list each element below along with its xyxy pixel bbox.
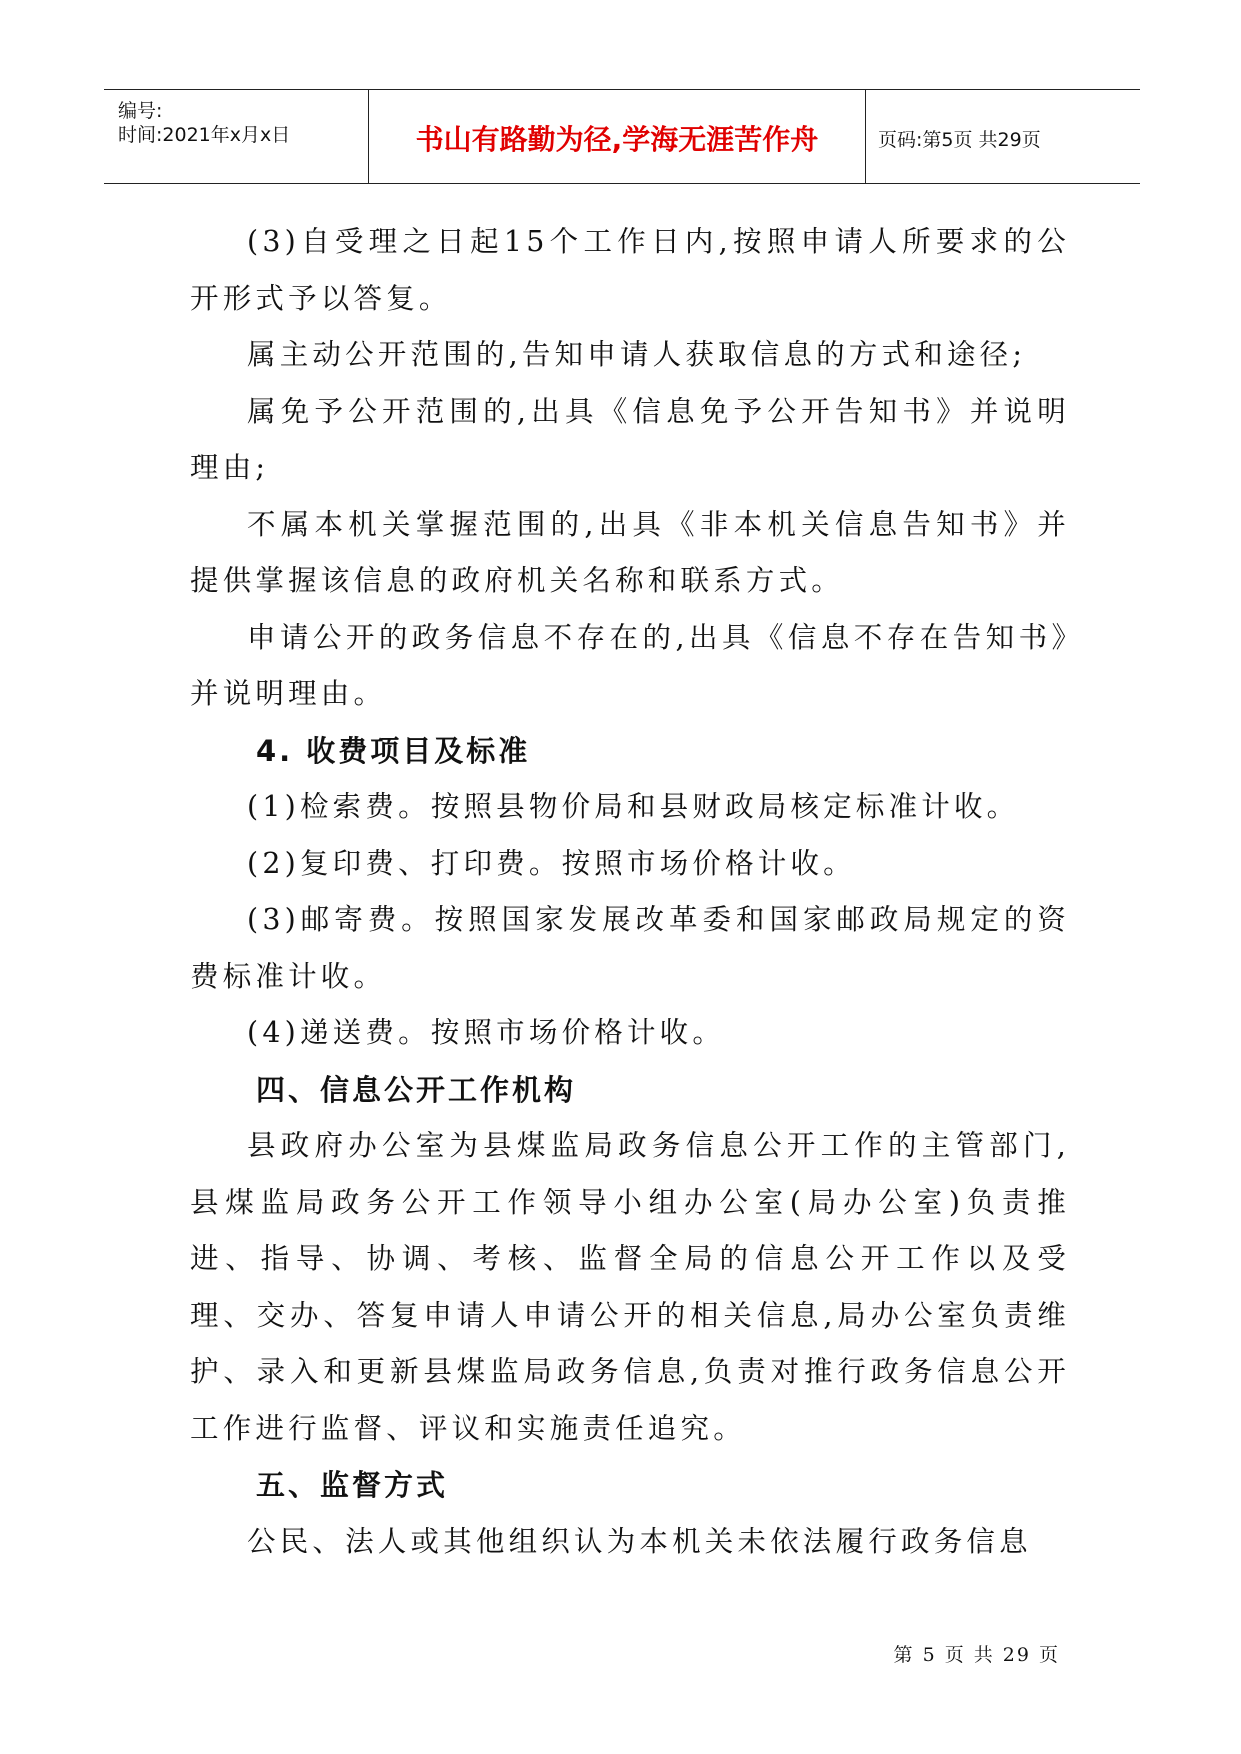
page-code-label: 页码:第5页 共29页 <box>878 129 1041 151</box>
paragraph: 属主动公开范围的,告知申请人获取信息的方式和途径; <box>247 338 1027 371</box>
paragraph: 属免予公开范围的,出具《信息免予公开告知书》并说明理由; <box>190 394 1070 484</box>
section-heading: 4. 收费项目及标准 <box>256 733 531 768</box>
paragraph: (2)复印费、打印费。按照市场价格计收。 <box>247 846 856 880</box>
paragraph: 不属本机关掌握范围的,出具《非本机关信息告知书》并提供掌握该信息的政府机关名称和联系方式。 <box>190 507 1070 597</box>
section-heading: 五、监督方式 <box>256 1468 449 1502</box>
page-header <box>104 89 1140 184</box>
motto-text: 书山有路勤为径,学海无涯苦作舟 <box>415 123 819 156</box>
time-label: 时间:2021年x月x日 <box>118 124 291 146</box>
header-page-cell <box>866 90 1140 183</box>
section-heading: 四、信息公开工作机构 <box>256 1072 577 1107</box>
page-footer: 第 5 页 共 29 页 <box>893 1644 1060 1666</box>
header-info-cell <box>104 90 369 183</box>
paragraph: (3)邮寄费。按照国家发展改革委和国家邮政局规定的资费标准计收。 <box>190 903 1070 993</box>
paragraph: (4)递送费。按照市场价格计收。 <box>247 1016 726 1049</box>
paragraph: 县政府办公室为县煤监局政务信息公开工作的主管部门,县煤监局政务公开工作领导小组办公室(局办公室)负责推进、指导、协调、考核、监督全局的信息公开工作以及受理、交办、答复申请人申请公开的相关信息,局办公室负责维护、录入和更新县煤监局政务信息,负责对推行政务信息公开工作进行监督、评议和实施责任追究。 <box>190 1129 1070 1445</box>
serial-number-label: 编号: <box>118 100 163 122</box>
paragraph: (3)自受理之日起15个工作日内,按照申请人所要求的公开形式予以答复。 <box>190 225 1070 315</box>
paragraph: 公民、法人或其他组织认为本机关未依法履行政务信息 <box>247 1524 1032 1558</box>
paragraph: 申请公开的政务信息不存在的,出具《信息不存在告知书》并说明理由。 <box>190 620 1070 710</box>
header-motto-cell <box>369 90 866 183</box>
paragraph: (1)检索费。按照县物价局和县财政局核定标准计收。 <box>247 790 1020 823</box>
document-body <box>190 214 1070 1570</box>
